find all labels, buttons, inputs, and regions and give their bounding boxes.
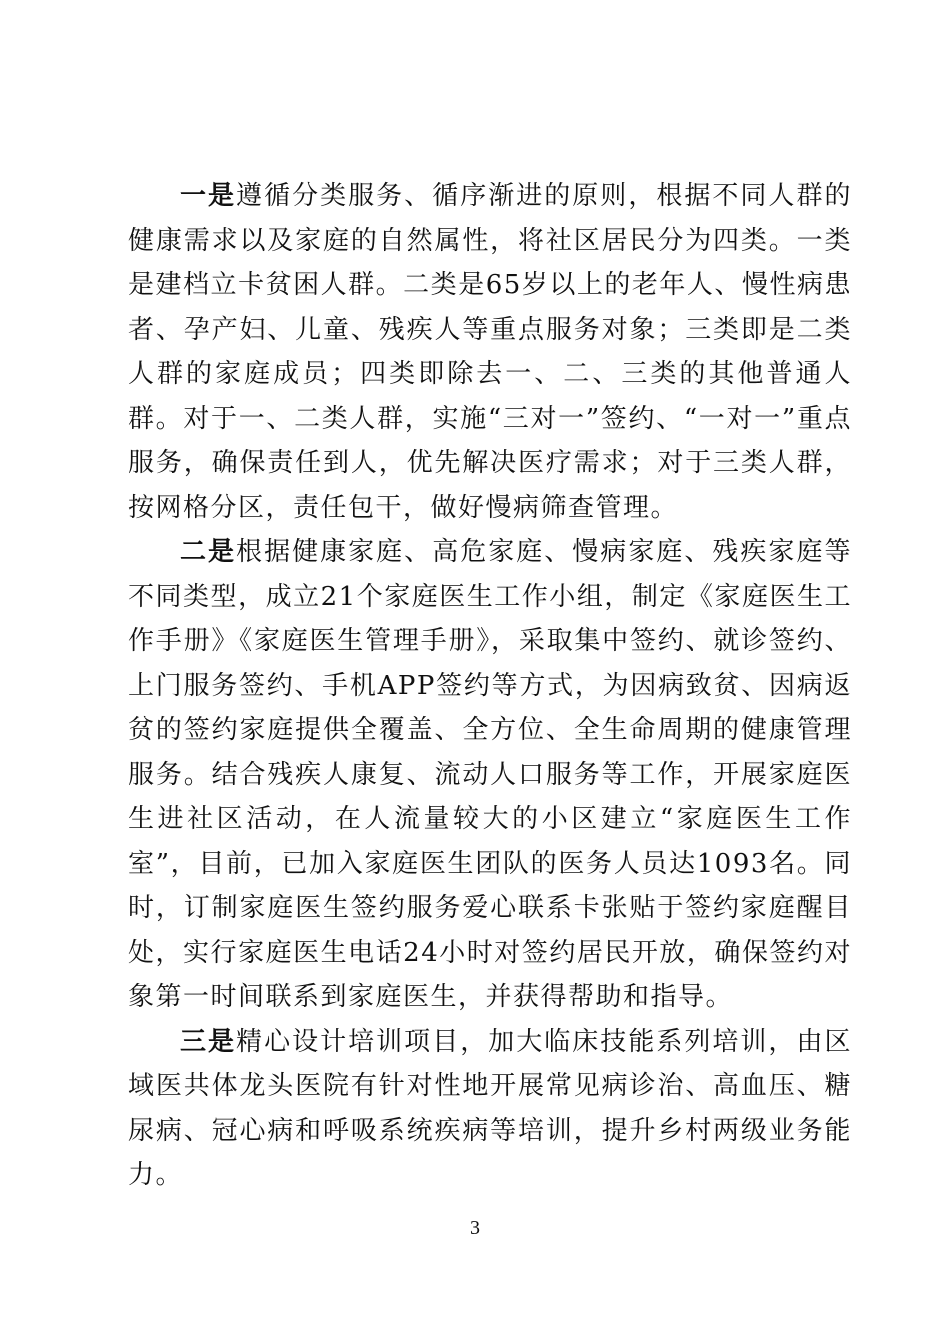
- paragraph-3-text: 精心设计培训项目，加大临床技能系列培训，由区域医共体龙头医院有针对性地开展常见病诊治、高血压、糖尿病、冠心病和呼吸系统疾病等培训，提升乡村两级业务能力。: [128, 1026, 852, 1190]
- page-number: 3: [470, 1217, 480, 1239]
- paragraph-3-lead: 三是: [180, 1026, 237, 1057]
- paragraph-2: [128, 530, 852, 1020]
- paragraph-2-lead: 二是: [180, 537, 237, 567]
- body-text: [128, 174, 852, 1198]
- paragraph-2-text: 根据健康家庭、高危家庭、慢病家庭、残疾家庭等不同类型，成立21个家庭医生工作小组，制定《家庭医生工作手册》《家庭医生管理手册》，采取集中签约、就诊签约、上门服务签约、手机APP签约等方式，为因病致贫、因病返贫的签约家庭提供全覆盖、全方位、全生命周期的健康管理服务。结合残疾人康复、流动人口服务等工作，开展家庭医生进社区活动，在人流量较大的小区建立“家庭医生工作室”，目前，已加入家庭医生团队的医务人员达1093名。同时，订制家庭医生签约服务爱心联系卡张贴于签约家庭醒目处，实行家庭医生电话24小时对签约居民开放，确保签约对象第一时间联系到家庭医生，并获得帮助和指导。: [128, 537, 852, 1012]
- paragraph-3: [128, 1020, 852, 1198]
- paragraph-1-lead: 一是: [180, 181, 237, 211]
- paragraph-1: [128, 174, 852, 530]
- paragraph-1-text: 遵循分类服务、循序渐进的原则，根据不同人群的健康需求以及家庭的自然属性，将社区居民分为四类。一类是建档立卡贫困人群。二类是65岁以上的老年人、慢性病患者、孕产妇、儿童、残疾人等重点服务对象；三类即是二类人群的家庭成员；四类即除去一、二、三类的其他普通人群。对于一、二类人群，实施“三对一”签约、“一对一”重点服务，确保责任到人，优先解决医疗需求；对于三类人群，按网格分区，责任包干，做好慢病筛查管理。: [128, 181, 852, 523]
